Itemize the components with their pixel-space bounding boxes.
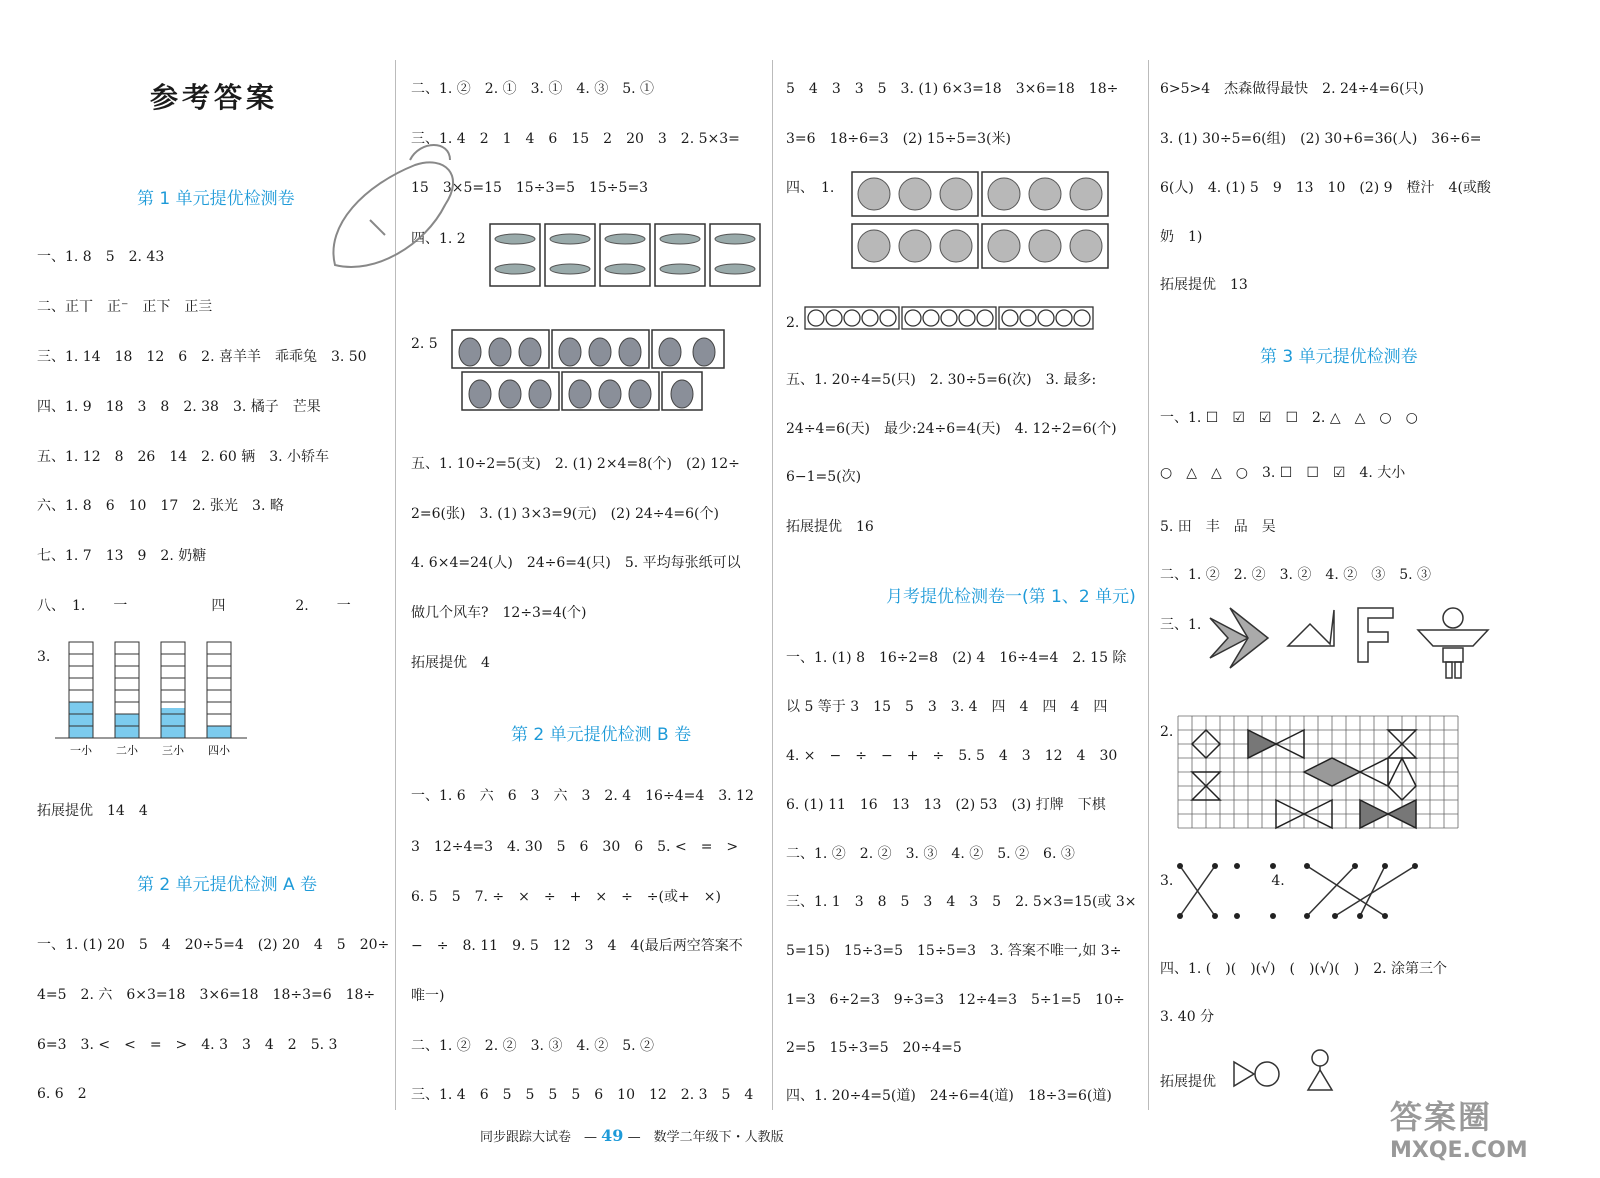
answer-line: 八、 1. 一 四 2. 一 [37,598,351,614]
answer-line: 6=3 3. < < = > 4. 3 3 4 2 5. 3 [37,1037,338,1053]
answer-line: 四、1. 9 18 3 8 2. 38 3. 橘子 芒果 [37,399,321,415]
answer-line: 6(人) 4. (1) 5 9 13 10 (2) 9 橙汁 4(或酸 [1160,180,1491,196]
bar-cell [161,666,185,678]
answer-line: 一、1. (1) 8 16÷2=8 (2) 4 16÷4=4 2. 15 除 [786,650,1127,666]
bar-fill [69,702,93,738]
answer-line: 6. (1) 11 16 13 13 (2) 53 (3) 打牌 下棋 [786,797,1106,813]
bar-fill [207,726,231,738]
peach-groups-figure [850,170,1108,272]
answer-line: 二、1. ② 2. ② 3. ② 4. ② ③ 5. ③ [1160,567,1432,583]
answer-line: 3. 40 分 [1160,1009,1215,1025]
smiley-groups-figure [804,306,1094,330]
answer-line: 三、1. 4 6 5 5 5 5 6 10 12 2. 3 5 4 [411,1087,754,1103]
answer-line: 二、1. ② 2. ② 3. ③ 4. ② 5. ② 6. ③ [786,846,1075,862]
answer-line: 四、1. ( )( )(√) ( )(√)( ) 2. 涂第三个 [1160,961,1447,977]
answer-line: 一、1. 6 六 6 3 六 3 2. 4 16÷4=4 3. 12 [411,788,754,804]
answer-line: 6−1=5(次) [786,469,862,485]
grid-figure [1178,716,1458,830]
answer-line: 五、1. 10÷2=5(支) 2. (1) 2×4=8(个) (2) 12÷ [411,456,740,472]
bar-cell [115,654,139,666]
bar-cell [207,642,231,654]
pineapple-groups-figure [452,328,727,413]
answer-line: − ÷ 8. 11 9. 5 12 3 4 4(最后两空答案不 [411,938,743,954]
answer-line: ○ △ △ ○ 3. ☐ ☐ ☑ 4. 大小 [1160,465,1406,481]
page-title: 参考答案 [150,81,279,114]
watermark-logo [1390,1092,1528,1163]
answer-line: 二、1. ② 2. ② 3. ③ 4. ② 5. ② [411,1038,655,1054]
bar-category-label: 一小 [70,744,92,757]
answer-line: 2. 5 [411,336,438,352]
section-heading: 第 2 单元提优检测 A 卷 [137,875,318,895]
answer-line: 6. 5 5 7. ÷ × ÷ + × ÷ ÷(或+ ×) [411,889,721,905]
answer-line: 三、1. 1 3 8 5 3 4 3 5 2. 5×3=15(或 3× [786,894,1137,910]
page-footer [480,1126,784,1145]
answer-line: 3. [37,649,51,665]
answer-line: 3. 4. [1160,873,1285,889]
bar-cell [207,678,231,690]
answer-line: 3. (1) 30÷5=6(组) (2) 30+6=36(人) 36÷6= [1160,131,1482,147]
answer-line: 六、1. 8 6 10 17 2. 张光 3. 略 [37,498,284,514]
answer-line: 拓展提优 14 4 [37,803,148,819]
answer-line: 2. [1160,724,1174,740]
answer-line: 5 4 3 3 5 3. (1) 6×3=18 3×6=18 18÷ [786,81,1119,97]
answer-line: 拓展提优 4 [411,655,490,671]
answer-line: 2. [786,315,800,331]
answer-line: 四、1. 2 [411,231,466,247]
bar-chart [55,638,255,768]
bar-cell [207,690,231,702]
bar-cell [115,666,139,678]
bar-cell [161,654,185,666]
bar-cell [69,666,93,678]
answer-line: 4. 6×4=24(人) 24÷6=4(只) 5. 平均每张纸可以 [411,555,741,571]
bar-cell [161,690,185,702]
answer-line: 四、1. 20÷4=5(道) 24÷6=4(道) 18÷3=6(道) [786,1088,1112,1104]
answer-line: 拓展提优 [1160,1074,1216,1090]
footer-left: 同步跟踪大试卷 — [480,1130,598,1145]
answer-line: 五、1. 20÷4=5(只) 2. 30÷5=6(次) 3. 最多: [786,372,1097,388]
answer-line: 三、1. [1160,617,1202,633]
answer-line: 二、正丅 正⁻ 正下 正亖 [37,299,213,315]
bar-cell [207,714,231,726]
bar-cell [115,678,139,690]
watermark-url: MXQE.COM [1390,1138,1528,1163]
bar-category-label: 三小 [162,744,184,757]
column-divider [1148,60,1149,1110]
section-heading: 第 2 单元提优检测 B 卷 [511,725,692,745]
bar-cell [69,690,93,702]
bar-category-label: 四小 [208,744,230,757]
answer-line: 一、1. (1) 20 5 4 20÷5=4 (2) 20 4 5 20÷ [37,937,390,953]
answer-line: 5=15) 15÷3=5 15÷5=3 3. 答案不唯一,如 3÷ [786,943,1122,959]
answer-line: 拓展提优 13 [1160,277,1248,293]
answer-line: 以 5 等于 3 15 5 3 3. 4 四 4 四 4 四 [786,699,1108,715]
bar-category-label: 二小 [116,744,138,757]
answer-line: 一、1. 8 5 2. 43 [37,249,165,265]
answer-line: 四、 1. [786,180,835,196]
watermark-text: 答案圈 [1390,1098,1493,1136]
answer-line: 做几个风车? 12÷3=4(个) [411,605,587,621]
bar-cell [69,678,93,690]
answer-line: 3 12÷4=3 4. 30 5 6 30 6 5. < = > [411,839,739,855]
answer-line: 15 3×5=15 15÷3=5 15÷5=3 [411,180,649,196]
answer-line: 5. 田 丰 品 吴 [1160,519,1276,535]
bar-cell [115,690,139,702]
line-matching-figure [1175,862,1450,922]
answer-line: 三、1. 4 2 1 4 6 15 2 20 3 2. 5×3= [411,131,740,147]
shapes-figure [1208,604,1493,682]
section-heading: 第 1 单元提优检测卷 [137,189,295,209]
extension-figure [1232,1048,1342,1092]
answer-line: 2=5 15÷3=5 20÷4=5 [786,1040,962,1056]
bar-cell [207,666,231,678]
answer-line: 二、1. ② 2. ① 3. ① 4. ③ 5. ① [411,81,655,97]
answer-line: 奶 1) [1160,229,1203,245]
answer-line: 6. 6 2 [37,1086,87,1102]
answer-line: 唯一) [411,988,445,1004]
bar-cell [115,642,139,654]
answer-line: 五、1. 12 8 26 14 2. 60 辆 3. 小轿车 [37,449,330,465]
bar-cell [115,702,139,714]
bar-cell [207,702,231,714]
bar-cell [161,678,185,690]
pencil-doodle [325,135,465,285]
answer-line: 24÷4=6(天) 最少:24÷6=4(天) 4. 12÷2=6(个) [786,421,1117,437]
answer-line: 三、1. 14 18 12 6 2. 喜羊羊 乖乖兔 3. 50 [37,349,367,365]
grid-shape [1304,758,1360,786]
bar-cell [69,642,93,654]
bar-cell [69,654,93,666]
answer-line: 4. × − ÷ − + ÷ 5. 5 4 3 12 4 30 [786,748,1118,764]
footer-right: — 数学二年级下・人教版 [627,1130,784,1145]
bar-cell [161,642,185,654]
section-heading: 月考提优检测卷一(第 1、2 单元) [886,587,1136,607]
answer-line: 6>5>4 杰森做得最快 2. 24÷4=6(只) [1160,81,1425,97]
bar-cell [207,654,231,666]
answer-line: 3=6 18÷6=3 (2) 15÷5=3(米) [786,131,1011,147]
section-heading: 第 3 单元提优检测卷 [1260,347,1418,367]
answer-line: 拓展提优 16 [786,519,874,535]
answer-line: 2=6(张) 3. (1) 3×3=9(元) (2) 24÷4=6(个) [411,506,719,522]
column-divider [772,60,773,1110]
answer-line: 七、1. 7 13 9 2. 奶糖 [37,548,207,564]
answer-line: 1=3 6÷2=3 9÷3=3 12÷4=3 5÷1=5 10÷ [786,992,1125,1008]
page-number: 49 [601,1126,624,1145]
answer-line: 4=5 2. 六 6×3=18 3×6=18 18÷3=6 18÷ [37,987,376,1003]
airplane-groups-figure [490,222,760,290]
bar-fill [161,708,185,738]
answer-line: 一、1. ☐ ☑ ☑ ☐ 2. △ △ ○ ○ [1160,410,1418,426]
